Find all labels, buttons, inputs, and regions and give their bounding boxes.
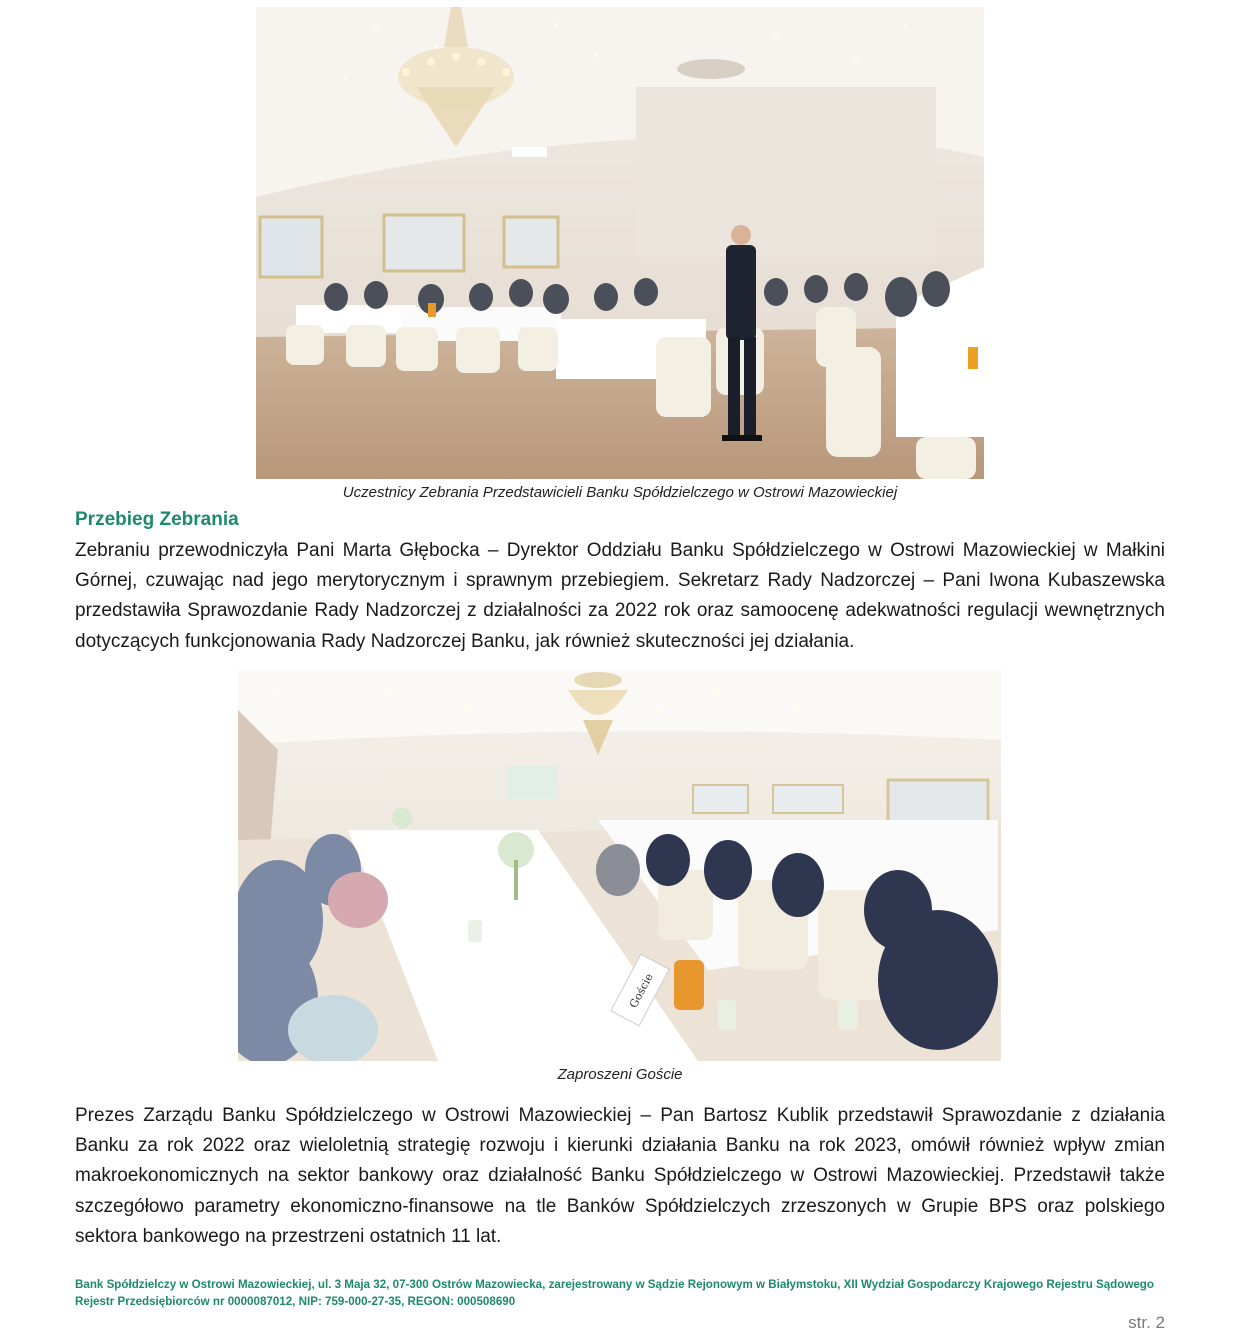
paragraph: Zebraniu przewodniczyła Pani Marta Głębocka – Dyrektor Oddziału Banku Spółdzielczego w Ostrowi Mazowieckiej w Małkini Górnej, czuwając nad jego merytorycznym i sprawnym przebiegiem. Sekretarz Rady Nadzorczej – Pani Iwona Kubaszewska przedstawiła Sprawozdanie Rady Nadzorczej z działalności za 2022 rok oraz samoocenę adekwatności regulacji wewnętrznych dotyczących funkcjonowania Rady Nadzorczej Banku, jak również skuteczności jej działania. (75, 540, 1165, 652)
paragraph: Prezes Zarządu Banku Spółdzielczego w Ostrowi Mazowieckiej – Pan Bartosz Kublik przedstawił Sprawozdanie z działania Banku za rok 2022 oraz wieloletnią strategię rozwoju i kierunki działania Banku na rok 2023, omówił również wpływ zmian makroekonomicznych na sektor bankowy oraz działalność Banku Spółdzielczego w Ostrowi Mazowieckiej. Przedstawił także szczegółowo parametry ekonomiczno-finansowe na tle Banków Spółdzielczych zrzeszonych w Grupie BPS oraz polskiego sektora bankowego na przestrzeni ostatnich 11 lat. (75, 1105, 1165, 1247)
meeting-participants-photo (256, 7, 984, 479)
photo-caption: Uczestnicy Zebrania Przedstawicieli Banku Spółdzielczego w Ostrowi Mazowieckiej (342, 484, 898, 501)
table-card-text: Goście (626, 971, 656, 1011)
footer-bank-info: Bank Spółdzielczy w Ostrowi Mazowieckiej, ul. 3 Maja 32, 07-300 Ostrów Mazowiecka, zarejestrowany w Sądzie Rejonowym w Białymstoku, XII Wydział Gospodarczy Krajowego Rejestru Sądowego Rejestr Przedsiębiorców nr 0000087012, NIP: 759-000-27-35, REGON: 000508690 (75, 1278, 1154, 1308)
invited-guests-photo (238, 670, 1001, 1061)
photo-caption: Zaproszeni Goście (557, 1066, 683, 1083)
page-number: str. 2 (1128, 1313, 1165, 1332)
section-heading: Przebieg Zebrania (75, 509, 239, 530)
